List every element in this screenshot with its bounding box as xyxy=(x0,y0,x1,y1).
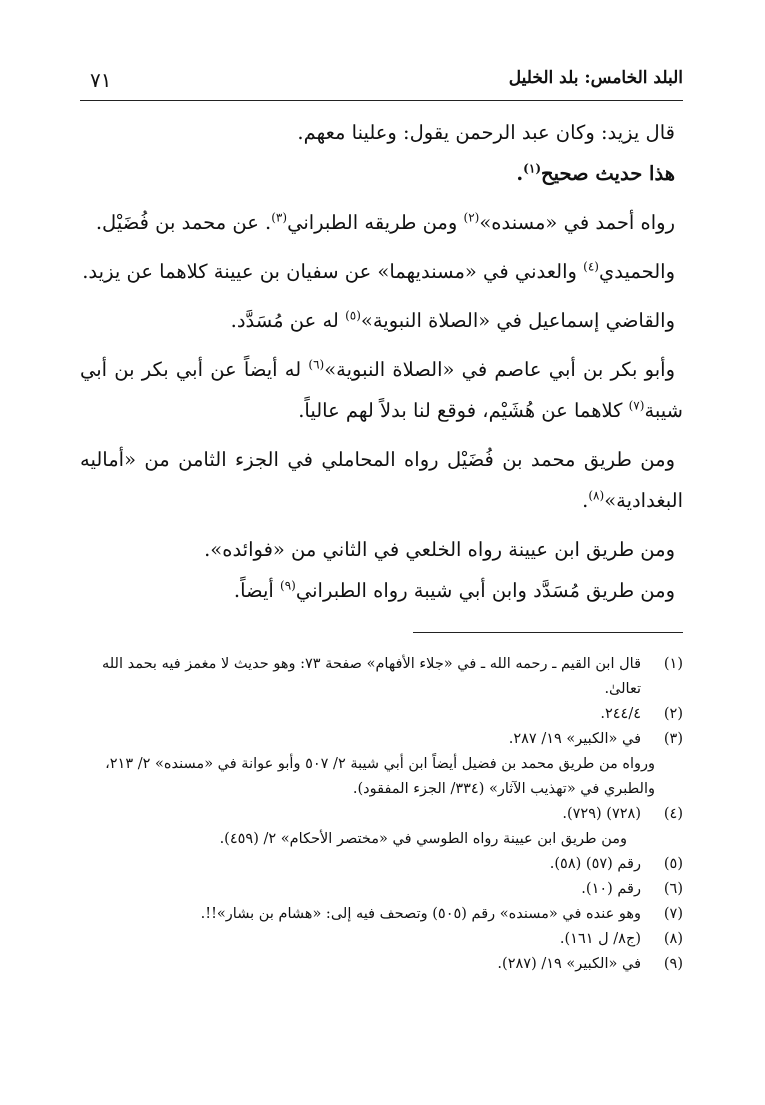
footnote-number: (٦) xyxy=(663,881,683,897)
paragraph-3 xyxy=(80,202,683,243)
footnote-ref-5[interactable]: (٥) xyxy=(345,308,361,323)
footnote-number: (١) xyxy=(663,656,683,672)
p4-part-b: والعدني في «مسنديهما» عن سفيان بن عيينة كلاهما عن يزيد. xyxy=(82,260,584,283)
footnote-ref-1[interactable]: (١) xyxy=(523,161,541,176)
footnote-ref-3[interactable]: (٣) xyxy=(271,210,288,225)
paragraph-6 xyxy=(80,349,683,431)
footnote-number: (٩) xyxy=(663,956,683,972)
footnote-ref-6[interactable]: (٦) xyxy=(308,357,325,372)
footnote-2 xyxy=(78,702,683,727)
p3-part-c: . عن محمد بن فُضَيْل. xyxy=(95,211,272,234)
main-text xyxy=(80,112,683,611)
footnote-9 xyxy=(78,952,683,977)
footnote-1 xyxy=(78,652,683,702)
p5-part-a: والقاضي إسماعيل في «الصلاة النبوية» xyxy=(360,309,675,332)
paragraph-1: قال يزيد: وكان عبد الرحمن يقول: وعلينا معهم. xyxy=(297,121,675,144)
footnote-text: وهو عنده في «مسنده» رقم (٥٠٥) وتصحف فيه إلى: «هشام بن بشار»!!. xyxy=(200,906,641,922)
footnote-4 xyxy=(78,802,683,827)
paragraph-4 xyxy=(80,251,683,292)
footnote-text: رقم (٥٧) (٥٨). xyxy=(549,856,641,872)
paragraph-8: ومن طريق ابن عيينة رواه الخلعي في الثاني من «فوائده». xyxy=(204,538,675,561)
page-header xyxy=(80,62,683,101)
footnote-text: (ج٨/ ل ١٦١). xyxy=(559,931,641,947)
footnote-number: (٧) xyxy=(663,906,683,922)
footnote-text: قال ابن القيم ـ رحمه الله ـ في «جلاء الأفهام» صفحة ٧٣: وهو حديث لا مغمز فيه بحمد الله تعالىٰ. xyxy=(101,656,641,697)
footnote-8 xyxy=(78,927,683,952)
footnote-text: (٧٢٨) (٧٢٩). xyxy=(562,806,641,822)
footnote-text: في «الكبير» ١٩/ ٢٨٧. xyxy=(508,731,641,747)
footnote-4-continuation: ومن طريق ابن عيينة رواه الطوسي في «مختصر الأحكام» ٢/ (٤٥٩). xyxy=(219,831,627,847)
footnote-number: (٨) xyxy=(663,931,683,947)
footnote-text: في «الكبير» ١٩/ (٢٨٧). xyxy=(497,956,641,972)
footnote-number: (٢) xyxy=(663,706,683,722)
hadith-grade: هذا حديث صحيح xyxy=(541,162,675,185)
footnote-5 xyxy=(78,852,683,877)
footnote-text: رقم (١٠). xyxy=(581,881,641,897)
footnote-ref-7[interactable]: (٧) xyxy=(628,398,645,413)
p5-part-b: له عن مُسَدَّد. xyxy=(230,309,346,332)
footnote-3 xyxy=(78,727,683,752)
footnote-number: (٣) xyxy=(663,731,683,747)
footnote-ref-2[interactable]: (٢) xyxy=(463,210,480,225)
p4-part-a: والحميدي xyxy=(598,260,675,283)
paragraph-2 xyxy=(80,153,683,194)
footnote-ref-9[interactable]: (٩) xyxy=(280,578,296,593)
footnote-ref-4[interactable]: (٤) xyxy=(583,259,599,274)
p9-part-a: ومن طريق مُسَدَّد وابن أبي شيبة رواه الطبراني xyxy=(295,579,675,602)
footnote-6 xyxy=(78,877,683,902)
running-title: البلد الخامس: بلد الخليل xyxy=(508,68,683,88)
p7-part-a: ومن طريق محمد بن فُضَيْل رواه المحاملي في الجزء الثامن من «أماليه البغدادية» xyxy=(80,448,683,512)
page-number: ٧١ xyxy=(90,68,112,92)
p3-part-a: رواه أحمد في «مسنده» xyxy=(479,211,675,234)
paragraph-5 xyxy=(80,300,683,341)
p6-part-b: له أيضاً عن أبي بكر بن أبي شيبة xyxy=(80,358,683,422)
paragraph-9 xyxy=(80,570,683,611)
p6-part-a: وأبو بكر بن أبي عاصم في «الصلاة النبوية» xyxy=(324,358,675,381)
p9-part-b: أيضاً. xyxy=(233,579,281,602)
p3-part-b: ومن طريقه الطبراني xyxy=(287,211,464,234)
footnote-divider xyxy=(413,632,683,633)
footnote-ref-8[interactable]: (٨) xyxy=(588,488,605,503)
footnote-3-continuation: ورواه من طريق محمد بن فضيل أيضاً ابن أبي شيبة ٢/ ٥٠٧ وأبو عوانة في «مسنده» ٢/ ٢١٣، والطبري في «تهذيب الآثار» (٣٣٤/ الجزء المفقود). xyxy=(105,756,655,797)
p6-part-c: كلاهما عن هُشَيْم، فوقع لنا بدلاً لهم عالياً. xyxy=(298,399,629,422)
footnote-number: (٤) xyxy=(663,806,683,822)
footnote-number: (٥) xyxy=(663,856,683,872)
paragraph-7 xyxy=(80,439,683,521)
footnote-7 xyxy=(78,902,683,927)
period: . xyxy=(516,162,524,185)
footnote-text: ٢٤٤/٤. xyxy=(600,706,641,722)
footnotes xyxy=(78,652,683,977)
p7-part-b: . xyxy=(582,489,589,512)
